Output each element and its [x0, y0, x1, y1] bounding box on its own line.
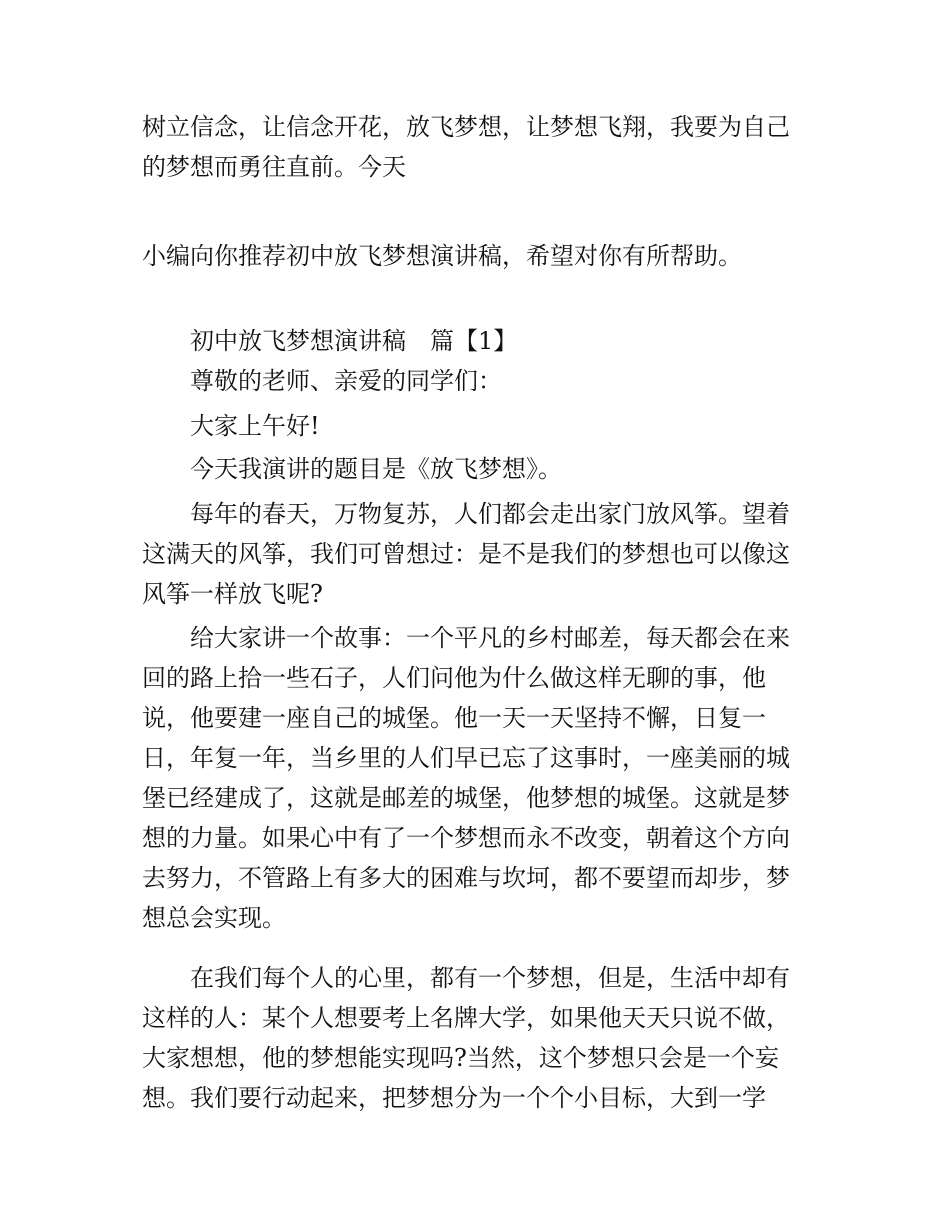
salutation: 尊敬的老师、亲爱的同学们： — [190, 367, 502, 395]
article-heading: 初中放飞梦想演讲稿 篇【1】 — [190, 327, 518, 355]
paragraph-line: 这样的人：某个人想要考上名牌大学，如果他天天只说不做， — [142, 1004, 790, 1032]
paragraph-line: 想总会实现。 — [142, 904, 286, 932]
speech-topic: 今天我演讲的题目是《放飞梦想》。 — [190, 455, 562, 483]
paragraph-3 — [142, 958, 822, 1118]
paragraph-line: 大家想想，他的梦想能实现吗?当然，这个梦想只会是一个妄 — [142, 1044, 779, 1072]
paragraph-1 — [142, 494, 822, 614]
paragraph-2 — [142, 618, 822, 938]
paragraph-line: 想的力量。如果心中有了一个梦想而永不改变，朝着这个方向 — [142, 824, 790, 852]
paragraph-line: 每年的春天，万物复苏，人们都会走出家门放风筝。望着 — [190, 500, 790, 528]
intro-line-2: 的梦想而勇往直前。今天 — [142, 153, 406, 181]
paragraph-line: 风筝一样放飞呢? — [142, 580, 323, 608]
paragraph-line: 想。我们要行动起来，把梦想分为一个个小目标，大到一学 — [142, 1084, 766, 1112]
paragraph-line: 这满天的风筝，我们可曾想过：是不是我们的梦想也可以像这 — [142, 540, 790, 568]
paragraph-line: 回的路上拾一些石子，人们问他为什么做这样无聊的事，他 — [142, 664, 766, 692]
paragraph-line: 堡已经建成了，这就是邮差的城堡，他梦想的城堡。这就是梦 — [142, 784, 790, 812]
intro-line-3: 小编向你推荐初中放飞梦想演讲稿，希望对你有所帮助。 — [142, 242, 742, 270]
intro-line-1: 树立信念，让信念开花，放飞梦想，让梦想飞翔，我要为自己 — [142, 113, 790, 141]
paragraph-line: 日，年复一年，当乡里的人们早已忘了这事时，一座美丽的城 — [142, 744, 790, 772]
paragraph-line: 在我们每个人的心里，都有一个梦想，但是，生活中却有 — [190, 964, 790, 992]
paragraph-line: 给大家讲一个故事：一个平凡的乡村邮差，每天都会在来 — [190, 624, 790, 652]
paragraph-line: 说，他要建一座自己的城堡。他一天一天坚持不懈，日复一 — [142, 704, 766, 732]
paragraph-line: 去努力，不管路上有多大的困难与坎坷，都不要望而却步，梦 — [142, 864, 790, 892]
greeting: 大家上午好! — [190, 412, 320, 440]
